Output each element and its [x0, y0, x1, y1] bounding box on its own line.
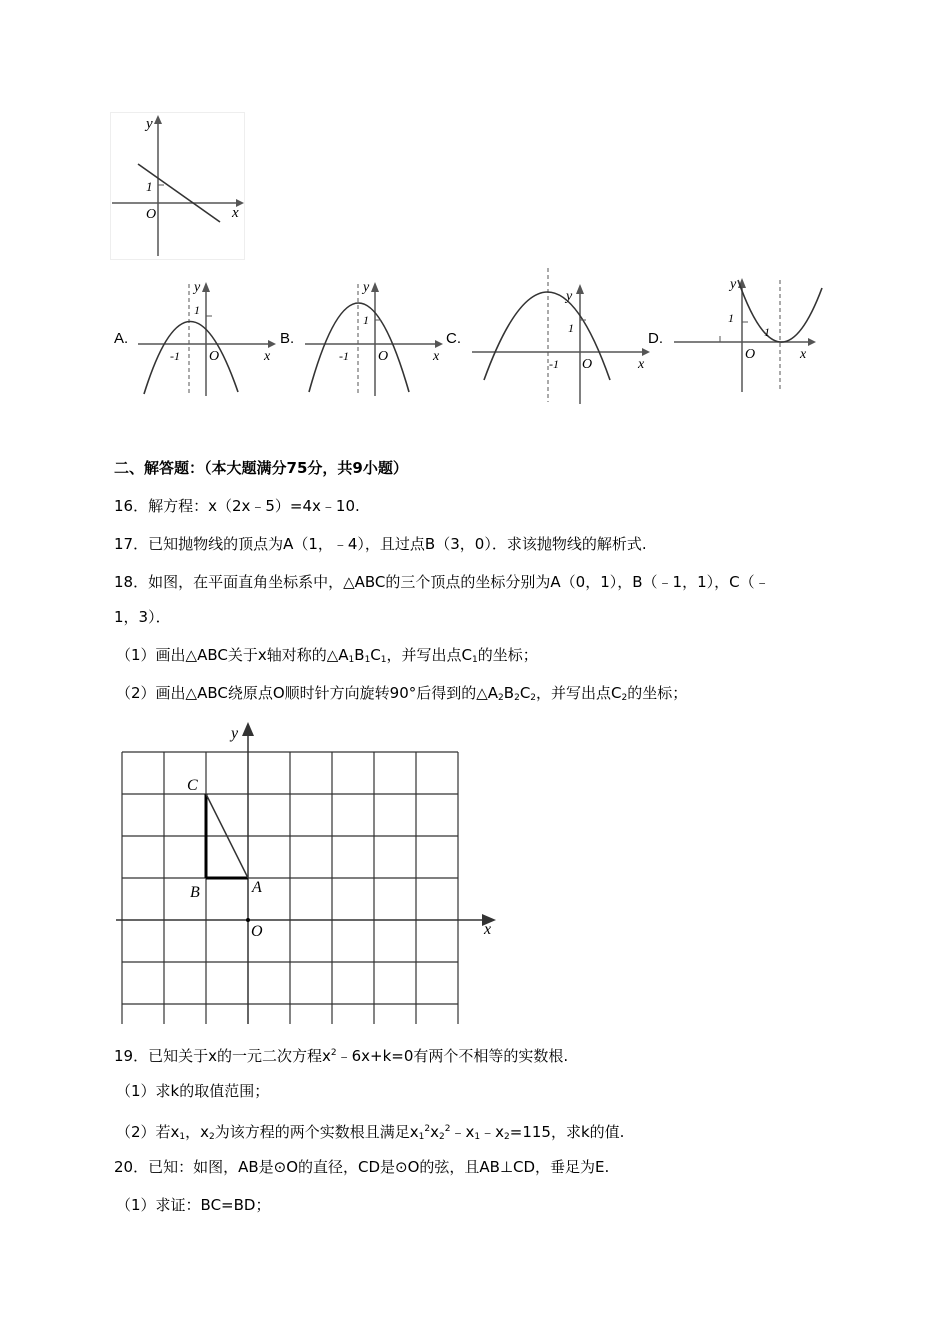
- svg-text:1: 1: [363, 313, 369, 327]
- svg-text:-1: -1: [339, 349, 349, 363]
- svg-text:y: y: [363, 280, 370, 295]
- origin-label: O: [146, 207, 157, 222]
- svg-text:-1: -1: [170, 349, 180, 363]
- svg-text:1: 1: [194, 303, 200, 317]
- svg-text:O: O: [582, 357, 593, 372]
- question-19: 19．已知关于x的一元二次方程$x^2﹣6x+k=0$有两个不相等的实数根.: [114, 1047, 569, 1065]
- y-label: y: [146, 116, 153, 132]
- question-19-part1: （1）求k的取值范围；: [116, 1082, 270, 1100]
- svg-text:y: y: [194, 280, 201, 295]
- option-b-letter: B.: [280, 330, 295, 347]
- option-b-graph: [303, 276, 445, 398]
- question-18-line1: 18．如图，在平面直角坐标系中，△ABC的三个顶点的坐标分别为A（0，1），B（﹣1，1），C（﹣: [114, 573, 770, 591]
- grid-y-label: y: [231, 725, 239, 742]
- option-c-graph: [470, 266, 652, 406]
- svg-text:y: y: [730, 277, 737, 292]
- tick-one: 1: [146, 179, 153, 194]
- svg-text:O: O: [745, 347, 756, 362]
- option-d-graph: [672, 274, 828, 398]
- question-18-part1: （1）画出△ABC关于x轴对称的$\triangle A_1B_1C_1$，并写出点$C_1$的坐标；: [116, 646, 538, 665]
- coordinate-grid-figure: [114, 720, 504, 1026]
- x-label: x: [232, 205, 239, 221]
- point-c-label: C: [187, 777, 198, 794]
- grid-x-label: x: [484, 921, 492, 938]
- question-18-part2: （2）画出△ABC绕原点O顺时针方向旋转90°后得到的$\triangle A_2B_2C_2$，并写出点$C_2$的坐标；: [116, 684, 688, 703]
- svg-text:1: 1: [764, 325, 770, 339]
- question-20: 20．已知：如图，AB是⊙O的直径，CD是⊙O的弦，且AB⊥CD，垂足为E.: [114, 1158, 610, 1176]
- section-title: 二、解答题：（本大题满分75分，共9小题）: [114, 459, 408, 477]
- svg-text:x: x: [638, 357, 645, 372]
- point-a-label: A: [252, 879, 262, 896]
- question-19-part2: （2）若$x_1$，$x_2$为该方程的两个实数根且满足$x_1^2x_2^2﹣x_1﹣x_2=115$，求k的值.: [116, 1123, 625, 1142]
- grid-origin-label: O: [251, 923, 263, 940]
- question-18-line2: 1，3）．: [114, 608, 171, 626]
- svg-text:O: O: [209, 349, 220, 364]
- svg-text:1: 1: [728, 311, 734, 325]
- svg-text:x: x: [433, 349, 440, 364]
- option-c-letter: C.: [446, 330, 461, 347]
- option-a-letter: A.: [114, 330, 129, 347]
- svg-text:x: x: [800, 347, 807, 362]
- svg-text:O: O: [378, 349, 389, 364]
- question-16: 16．解方程：x（2x﹣5）=4x﹣10.: [114, 497, 360, 515]
- option-d-letter: D.: [648, 330, 663, 347]
- point-b-label: B: [190, 884, 200, 901]
- option-a-graph: [136, 276, 278, 398]
- question-17: 17．已知抛物线的顶点为A（1，﹣4），且过点B（3，0）．求该抛物线的解析式.: [114, 535, 647, 553]
- question-20-part1: （1）求证：BC=BD；: [116, 1196, 271, 1214]
- svg-text:y: y: [566, 289, 573, 304]
- svg-text:1: 1: [568, 321, 574, 335]
- linear-function-graph: [110, 112, 245, 260]
- svg-text:x: x: [264, 349, 271, 364]
- svg-text:-1: -1: [549, 357, 559, 371]
